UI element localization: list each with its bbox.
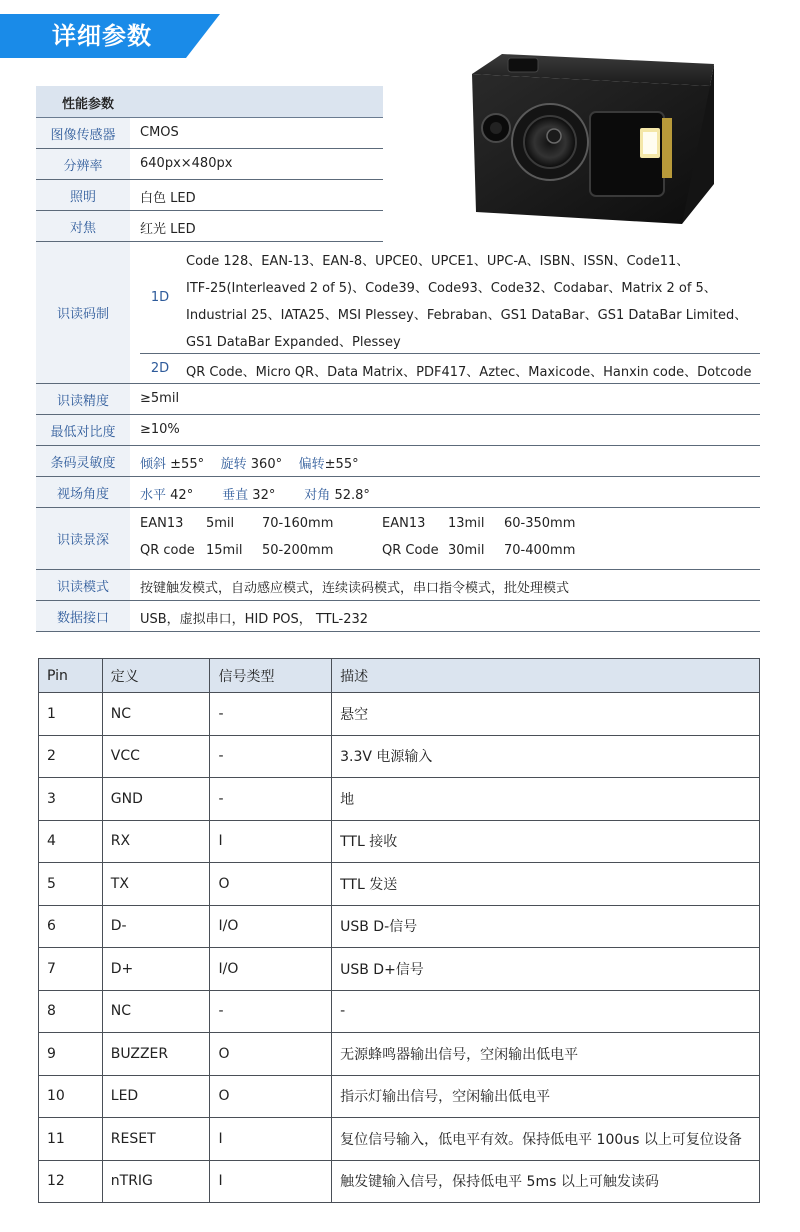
depth-range: 70-400mm xyxy=(504,543,576,558)
table-row xyxy=(39,1075,760,1118)
table-row xyxy=(39,905,760,948)
spec-row-resolution xyxy=(36,149,383,180)
codes-1d-line: ITF-25(Interleaved 2 of 5)、Code39、Code93、Code32、Codabar、Matrix 2 of 5、 xyxy=(186,281,717,296)
spec-row-fov xyxy=(36,477,760,508)
cell-definition: RX xyxy=(102,820,210,863)
spec-row-codes xyxy=(36,242,760,384)
table-row xyxy=(39,693,760,736)
cell-definition: LED xyxy=(102,1075,210,1118)
cell-signal-type: - xyxy=(210,735,332,778)
cell-pin: 7 xyxy=(39,948,103,991)
rotate-label: 旋转 xyxy=(220,457,247,472)
table-row xyxy=(39,948,760,991)
cell-signal-type: O xyxy=(210,863,332,906)
depth-code: EAN13 xyxy=(140,516,184,531)
header-definition: 定义 xyxy=(102,659,210,693)
codes-separator xyxy=(140,353,760,354)
spec-value: 红光 LED xyxy=(140,222,196,237)
spec-label: 识读码制 xyxy=(36,242,130,383)
header-signal-type: 信号类型 xyxy=(210,659,332,693)
cell-definition: NC xyxy=(102,990,210,1033)
table-row xyxy=(39,863,760,906)
table-row xyxy=(39,1033,760,1076)
depth-code: QR code xyxy=(140,543,195,558)
cell-pin: 9 xyxy=(39,1033,103,1076)
codes-2d-tag: 2D xyxy=(150,361,170,376)
cell-definition: D+ xyxy=(102,948,210,991)
spec-label: 分辨率 xyxy=(36,149,130,179)
codes-1d-tag: 1D xyxy=(150,290,170,305)
table-row xyxy=(39,990,760,1033)
header-pin: Pin xyxy=(39,659,103,693)
spec-value: USB，虚拟串口，HID POS， TTL-232 xyxy=(140,612,369,627)
cell-description: 悬空 xyxy=(332,693,760,736)
cell-signal-type: - xyxy=(210,693,332,736)
spec-label: 视场角度 xyxy=(36,477,130,507)
cell-signal-type: I/O xyxy=(210,948,332,991)
table-row xyxy=(39,778,760,821)
cell-signal-type: I xyxy=(210,1160,332,1203)
depth-size: 5mil xyxy=(206,516,235,531)
header-description: 描述 xyxy=(332,659,760,693)
fov-values xyxy=(140,484,370,503)
cell-description: TTL 发送 xyxy=(332,863,760,906)
cell-signal-type: - xyxy=(210,778,332,821)
cell-description: USB D+信号 xyxy=(332,948,760,991)
table-row xyxy=(39,1118,760,1161)
codes-2d-line: QR Code、Micro QR、Data Matrix、PDF417、Aztec、Maxicode、Hanxin code、Dotcode xyxy=(186,365,752,380)
spec-row-precision xyxy=(36,384,760,415)
spec-value: ≥10% xyxy=(140,422,180,437)
codes-1d-line: Code 128、EAN-13、EAN-8、UPCE0、UPCE1、UPC-A、ISBN、ISSN、Code11、 xyxy=(186,254,690,269)
cell-signal-type: I/O xyxy=(210,905,332,948)
spec-value: 白色 LED xyxy=(140,191,196,206)
skew-label: 偏转 xyxy=(298,457,325,472)
tilt-value: ±55° xyxy=(170,457,205,472)
cell-pin: 5 xyxy=(39,863,103,906)
table-row xyxy=(39,820,760,863)
spec-label: 图像传感器 xyxy=(36,118,130,148)
depth-size: 15mil xyxy=(206,543,243,558)
cell-signal-type: I xyxy=(210,1118,332,1161)
scanner-module-image xyxy=(462,48,726,232)
spec-row-lighting xyxy=(36,180,383,211)
section-banner xyxy=(0,14,220,58)
spec-label: 识读景深 xyxy=(36,508,130,569)
cell-description: USB D-信号 xyxy=(332,905,760,948)
cell-description: 无源蜂鸣器输出信号，空闲输出低电平 xyxy=(332,1033,760,1076)
spec-label: 识读模式 xyxy=(36,570,130,600)
cell-pin: 11 xyxy=(39,1118,103,1161)
spec-section-title: 性能参数 xyxy=(62,97,115,112)
tilt-label: 倾斜 xyxy=(140,457,167,472)
spec-value: ≥5mil xyxy=(140,391,180,406)
cell-description: 地 xyxy=(332,778,760,821)
spec-label: 最低对比度 xyxy=(36,415,130,445)
spec-label: 数据接口 xyxy=(36,601,130,631)
cell-pin: 8 xyxy=(39,990,103,1033)
cell-pin: 3 xyxy=(39,778,103,821)
cell-description: - xyxy=(332,990,760,1033)
depth-range: 50-200mm xyxy=(262,543,334,558)
codes-1d-line: Industrial 25、IATA25、MSI Plessey、Febraban、GS1 DataBar、GS1 DataBar Limited、 xyxy=(186,308,748,323)
cell-description: 触发键输入信号，保持低电平 5ms 以上可触发读码 xyxy=(332,1160,760,1203)
cell-signal-type: O xyxy=(210,1033,332,1076)
cell-pin: 2 xyxy=(39,735,103,778)
fov-d-value: 52.8° xyxy=(334,488,370,503)
cell-pin: 6 xyxy=(39,905,103,948)
spec-row-sensitivity xyxy=(36,446,760,477)
spec-value: CMOS xyxy=(140,125,179,140)
cell-pin: 4 xyxy=(39,820,103,863)
skew-value: ±55° xyxy=(324,457,359,472)
table-row xyxy=(39,1160,760,1203)
spec-section-header xyxy=(36,86,383,118)
spec-row-contrast xyxy=(36,415,760,446)
cell-description: 指示灯输出信号，空闲输出低电平 xyxy=(332,1075,760,1118)
cell-definition: RESET xyxy=(102,1118,210,1161)
pin-table-header xyxy=(39,659,760,693)
cell-signal-type: O xyxy=(210,1075,332,1118)
cell-definition: NC xyxy=(102,693,210,736)
codes-1d-line: GS1 DataBar Expanded、Plessey xyxy=(186,335,401,350)
cell-definition: D- xyxy=(102,905,210,948)
cell-definition: VCC xyxy=(102,735,210,778)
cell-pin: 12 xyxy=(39,1160,103,1203)
cell-description: 3.3V 电源输入 xyxy=(332,735,760,778)
cell-definition: GND xyxy=(102,778,210,821)
cell-definition: nTRIG xyxy=(102,1160,210,1203)
cell-description: TTL 接收 xyxy=(332,820,760,863)
cell-signal-type: I xyxy=(210,820,332,863)
table-row xyxy=(39,735,760,778)
rotate-value: 360° xyxy=(250,457,283,472)
cell-pin: 1 xyxy=(39,693,103,736)
depth-size: 30mil xyxy=(448,543,485,558)
depth-range: 70-160mm xyxy=(262,516,334,531)
fov-v-value: 32° xyxy=(252,488,276,503)
page-title: 详细参数 xyxy=(52,22,152,50)
fov-h-value: 42° xyxy=(170,488,194,503)
spec-row-interface xyxy=(36,601,760,632)
spec-label: 对焦 xyxy=(36,211,130,241)
depth-code: EAN13 xyxy=(382,516,426,531)
spec-row-mode xyxy=(36,570,760,601)
spec-row-focus xyxy=(36,211,383,242)
cell-definition: BUZZER xyxy=(102,1033,210,1076)
spec-label: 识读精度 xyxy=(36,384,130,414)
spec-value: 按键触发模式，自动感应模式，连续读码模式，串口指令模式，批处理模式 xyxy=(140,581,570,596)
cell-description: 复位信号输入，低电平有效。保持低电平 100us 以上可复位设备 xyxy=(332,1118,760,1161)
cell-definition: TX xyxy=(102,863,210,906)
cell-pin: 10 xyxy=(39,1075,103,1118)
depth-range: 60-350mm xyxy=(504,516,576,531)
fov-v-label: 垂直 xyxy=(222,488,249,503)
depth-size: 13mil xyxy=(448,516,485,531)
spec-row-depth xyxy=(36,508,760,570)
cell-signal-type: - xyxy=(210,990,332,1033)
depth-code: QR Code xyxy=(382,543,439,558)
pin-table xyxy=(38,658,760,1203)
sensitivity-values xyxy=(140,453,359,472)
fov-h-label: 水平 xyxy=(140,488,167,503)
spec-value: 640px×480px xyxy=(140,156,233,171)
spec-label: 条码灵敏度 xyxy=(36,446,130,476)
spec-row-sensor xyxy=(36,118,383,149)
spec-label: 照明 xyxy=(36,180,130,210)
fov-d-label: 对角 xyxy=(304,488,331,503)
